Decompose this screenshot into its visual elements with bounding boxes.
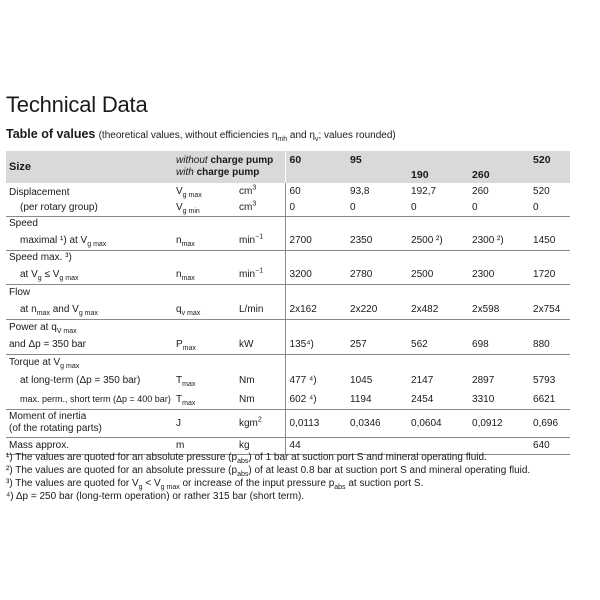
table-cell: 257	[346, 335, 407, 354]
row-label: at long-term (Δp = 350 bar)	[20, 374, 141, 386]
row-label: Displacement	[9, 187, 70, 198]
row-symbol: $V_{g min}$	[173, 199, 236, 216]
footnote-1: ¹) The values are quoted for an absolute pressure $(p_{abs})$ of 1 bar at suction port S and mineral operating fluid.	[6, 452, 487, 465]
table-cell: 477 ⁴)	[285, 370, 346, 390]
size-520: 520	[529, 151, 570, 183]
row-unit: kgm$^2$	[236, 409, 285, 437]
table-cell: 0	[529, 199, 570, 216]
table-cell: 1450	[529, 231, 570, 250]
table-row	[6, 216, 570, 231]
row-symbol: m	[173, 437, 236, 454]
table-row	[6, 231, 570, 250]
table-caption	[6, 127, 396, 141]
table-cell: 1045	[350, 374, 373, 386]
row-label: Mass approx.	[6, 437, 173, 454]
row-label: Speed max. ³)	[9, 252, 72, 264]
row-unit: kW	[236, 335, 285, 354]
table-cell: 0,0912	[468, 409, 529, 437]
table-cell: 698	[468, 335, 529, 354]
row-unit: $\min^{-1}$	[236, 265, 285, 284]
table-row	[6, 370, 570, 390]
table-row	[6, 319, 570, 335]
table-row	[6, 335, 570, 354]
row-unit: Nm	[239, 374, 255, 386]
table-cell: 0,0604	[407, 409, 468, 437]
table-cell: 602 ⁴)	[285, 390, 346, 409]
row-symbol: $P_{max}$	[173, 335, 236, 354]
table-cell: 2300	[468, 265, 529, 284]
row-label: max. perm., short term (Δp = 400 bar)	[6, 390, 173, 409]
row-symbol: $q_{v max}$	[173, 300, 236, 319]
table-row	[6, 300, 570, 319]
table-row	[6, 409, 570, 437]
row-unit: kg	[236, 437, 285, 454]
row-label: (per rotary group)	[6, 199, 173, 216]
table-cell: 44	[285, 437, 346, 454]
table-cell: 880	[529, 335, 570, 354]
table-row	[6, 199, 570, 216]
footnote-3: ³) The values are quoted for $V_g < V_{g max}$ or increase of the input pressure $p_{abs}$ at suction port S.	[6, 478, 424, 491]
page-title: Technical Data	[6, 92, 148, 117]
table-cell: 2780	[346, 265, 407, 284]
table-row	[6, 183, 570, 199]
footnotes	[6, 451, 586, 503]
size-190: 190	[407, 151, 468, 183]
row-symbol: $n_{max}$	[173, 265, 236, 284]
row-symbol: $V_{g max}$	[176, 185, 202, 199]
table-cell: 2x598	[468, 300, 529, 319]
row-symbol: $n_{max}$	[173, 231, 236, 250]
row-unit: $\min^{-1}$	[236, 231, 285, 250]
table-cell: 2x754	[529, 300, 570, 319]
row-unit: $cm^3$	[239, 184, 257, 197]
table-cell: 2350	[346, 231, 407, 250]
table-cell: 6621	[529, 390, 570, 409]
table-caption-note: (theoretical values, without efficiencies $\eta_{mh}$ and $\eta_v$; values rounded)	[98, 130, 396, 143]
table-row	[6, 354, 570, 370]
size-260: 260	[468, 151, 529, 183]
row-symbol: $T_{max}$	[173, 390, 236, 409]
header-row	[6, 151, 570, 183]
row-unit: L/min	[236, 300, 285, 319]
row-label: Power at $q_{V max}$	[9, 321, 77, 335]
table-cell: 60	[285, 183, 346, 199]
row-label: Torque at $V_{g max}$	[9, 356, 80, 370]
row-unit: Nm	[236, 390, 285, 409]
table-cell: 0	[285, 199, 346, 216]
table-cell: 2x162	[285, 300, 346, 319]
technical-data-table	[6, 151, 570, 455]
row-label: Moment of inertia (of the rotating parts)	[6, 409, 173, 437]
charge-pump-label: without charge pump with charge pump	[173, 151, 285, 183]
table-cell: 1194	[346, 390, 407, 409]
table-row	[6, 250, 570, 265]
table-cell: 3310	[468, 390, 529, 409]
row-label: at $V_g \le V_{g max}$	[6, 265, 173, 284]
table-cell: 2500	[407, 265, 468, 284]
row-label: at $n_{max}$ and $V_{g max}$	[6, 300, 173, 319]
table-cell: 2897	[472, 374, 495, 386]
table-row	[6, 284, 570, 300]
size-95: 95	[346, 151, 407, 183]
table-cell: 2300 ²)	[468, 231, 529, 250]
table-cell: 0	[407, 199, 468, 216]
footnote-2: ²) The values are quoted for an absolute pressure $(p_{abs})$ of at least 0.8 bar at suction port S and mineral operating fluid.	[6, 465, 531, 478]
table-cell: 1720	[529, 265, 570, 284]
table-cell: 5793	[533, 374, 556, 386]
size-label: Size	[6, 151, 173, 183]
row-label: Flow	[9, 286, 31, 298]
footnote-4: ⁴) Δp = 250 bar (long-term operation) or rather 315 bar (short term).	[6, 491, 305, 502]
size-60: 60	[285, 151, 346, 183]
table-cell: 520	[533, 185, 550, 197]
row-symbol: J	[173, 409, 236, 437]
table-cell: 640	[529, 437, 570, 454]
table-cell: 0	[346, 199, 407, 216]
table-cell: 2x482	[407, 300, 468, 319]
table-row	[6, 265, 570, 284]
table-row	[6, 390, 570, 409]
row-label: Speed	[9, 218, 38, 230]
table-cell: 2454	[407, 390, 468, 409]
row-unit: $cm^3$	[236, 199, 285, 216]
row-label: and Δp = 350 bar	[6, 335, 173, 354]
row-symbol: $T_{max}$	[176, 374, 196, 388]
table-caption-bold: Table of values	[6, 127, 96, 141]
table-cell: 2x220	[346, 300, 407, 319]
table-cell: 135⁴)	[285, 335, 346, 354]
table-cell: 260	[472, 185, 489, 197]
table-cell: 2500 ²)	[407, 231, 468, 250]
table-cell: 0,0113	[285, 409, 346, 437]
table-cell: 93,8	[350, 185, 370, 197]
table-cell: 192,7	[411, 185, 437, 197]
table-cell: 0,0346	[346, 409, 407, 437]
table-cell: 2147	[411, 374, 434, 386]
table-cell: 562	[407, 335, 468, 354]
table-cell: 3200	[285, 265, 346, 284]
table-cell: 0,696	[529, 409, 570, 437]
row-label: maximal ¹) at $V_{g max}$	[6, 231, 173, 250]
table-cell: 2700	[285, 231, 346, 250]
table-cell: 0	[468, 199, 529, 216]
